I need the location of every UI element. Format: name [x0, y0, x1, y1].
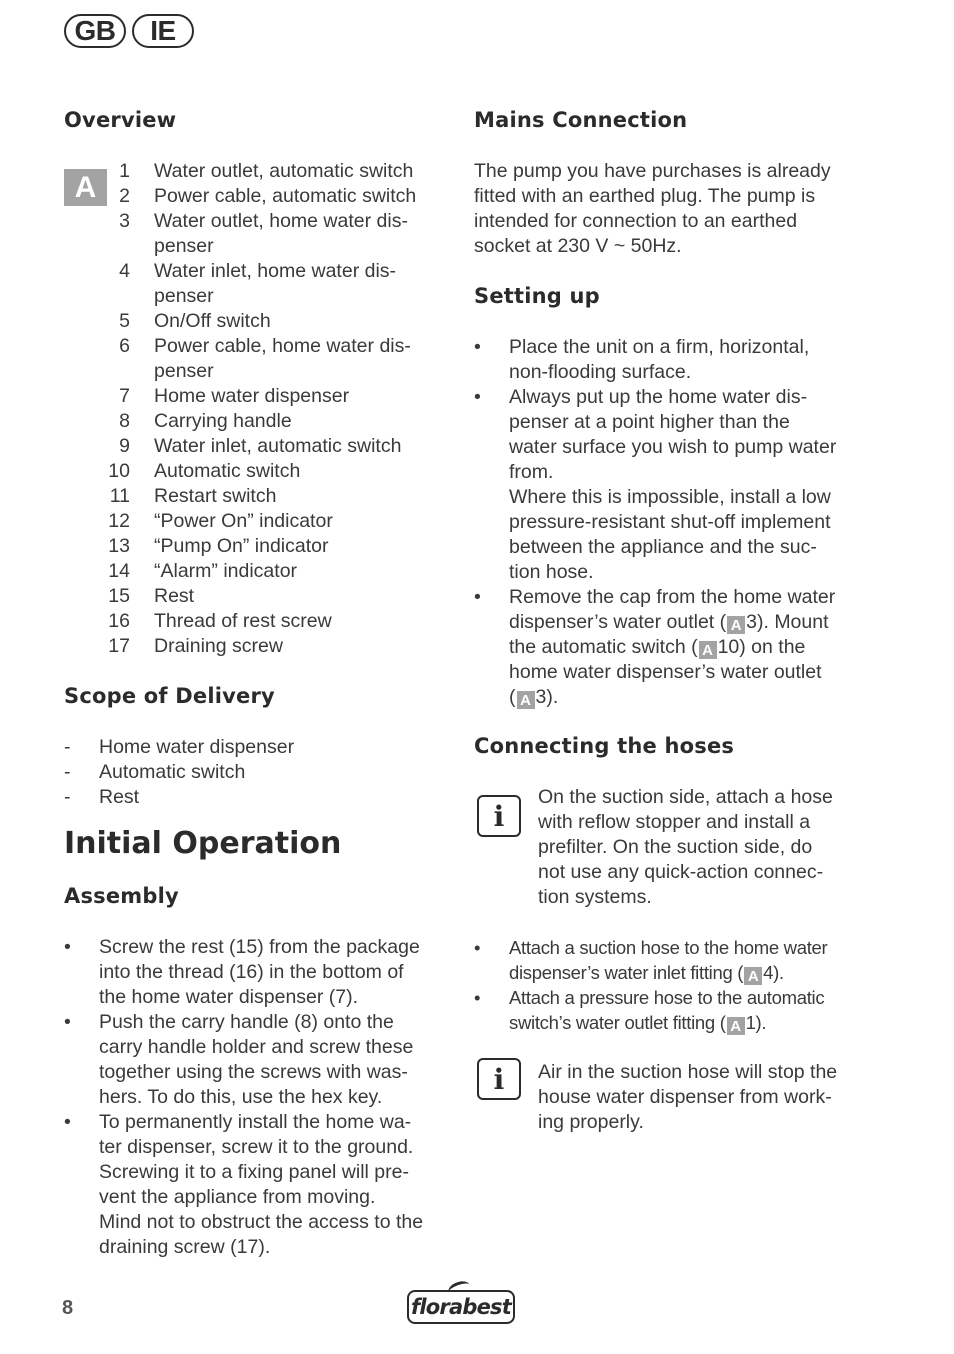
- item-label: Water inlet, home water dis- penser: [154, 260, 397, 307]
- item-number: 8: [119, 410, 130, 432]
- item-label: Home water dispenser: [154, 385, 350, 407]
- mains-paragraph: The pump you have purchases is already fitted with an earthed plug. The pump is intended for connection to an earthed socket at 230 V ~ 50Hz.: [474, 160, 831, 257]
- figure-a-ref: A: [517, 691, 535, 709]
- info-icon: i: [477, 795, 521, 837]
- item-label: “Alarm” indicator: [154, 560, 298, 582]
- initial-operation-heading: Initial Operation: [64, 826, 342, 861]
- info-note: Air in the suction hose will stop the house water dispenser from work- ing properly.: [538, 1061, 838, 1133]
- assembly-heading: Assembly: [64, 884, 179, 908]
- page-number: 8: [62, 1297, 74, 1319]
- item-label: Power cable, home water dis- penser: [154, 335, 411, 382]
- item-number: 3: [119, 210, 130, 232]
- item-label: Water outlet, home water dis- penser: [154, 210, 408, 257]
- figure-a-ref: A: [699, 641, 717, 659]
- item-number: 10: [108, 460, 130, 482]
- item-label: “Power On” indicator: [154, 510, 333, 532]
- figure-a-ref: A: [727, 616, 745, 634]
- item-label: Draining screw: [154, 635, 283, 657]
- figure-a-label: A: [64, 169, 107, 206]
- language-badge-gb: GB: [64, 14, 126, 48]
- figure-a-ref: A: [727, 1017, 745, 1035]
- item-label: Thread of rest screw: [154, 610, 332, 632]
- figure-a-ref: A: [744, 967, 762, 985]
- info-icon: i: [477, 1058, 521, 1100]
- item-label: Restart switch: [154, 485, 277, 507]
- language-badges: [64, 14, 194, 48]
- item-label: Power cable, automatic switch: [154, 185, 417, 207]
- mains-heading: Mains Connection: [474, 108, 688, 132]
- item-number: 4: [119, 260, 130, 282]
- item-number: 6: [119, 335, 130, 357]
- item-number: 11: [109, 485, 130, 507]
- item-label: Rest: [154, 585, 195, 607]
- overview-heading: Overview: [64, 108, 177, 132]
- item-label: “Pump On” indicator: [154, 535, 329, 557]
- language-badge-ie: IE: [132, 14, 194, 48]
- item-label: On/Off switch: [154, 310, 271, 332]
- item-number: 14: [108, 560, 130, 582]
- item-number: 2: [119, 185, 130, 207]
- item-number: 15: [108, 585, 130, 607]
- item-label: Automatic switch: [154, 460, 301, 482]
- item-number: 7: [119, 385, 130, 407]
- florabest-logo: florabest: [407, 1290, 515, 1324]
- item-number: 12: [108, 510, 130, 532]
- item-number: 9: [119, 435, 130, 457]
- item-label: Carrying handle: [154, 410, 292, 432]
- item-number: 1: [119, 160, 130, 182]
- connecting-heading: Connecting the hoses: [474, 734, 735, 758]
- item-number: 16: [108, 610, 130, 632]
- scope-heading: Scope of Delivery: [64, 684, 275, 708]
- item-number: 5: [119, 310, 130, 332]
- info-note: On the suction side, attach a hose with reflow stopper and install a prefilter. On the suction side, do not use any quick-action connec- tion systems.: [538, 786, 833, 908]
- setting-up-heading: Setting up: [474, 284, 600, 308]
- item-label: Water inlet, automatic switch: [154, 435, 402, 457]
- item-number: 17: [108, 635, 130, 657]
- item-label: Water outlet, automatic switch: [154, 160, 414, 182]
- item-number: 13: [108, 535, 130, 557]
